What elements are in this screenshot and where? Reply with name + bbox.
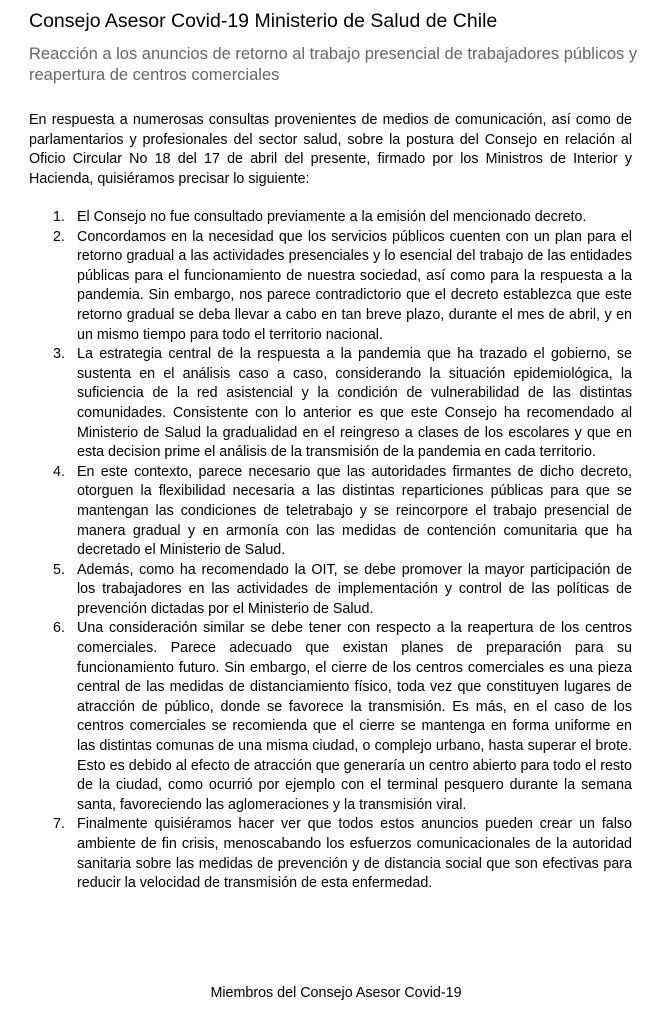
list-item-text: Una consideración similar se debe tener con respecto a la reapertura de los centros comerciales. Parece adecuado que existan planes de preparación para su funcionamiento futuro. Sin embargo, el cierre de los centros comerciales es una pieza central de las medidas de distanciamiento físico, toda vez que constituyen lugares de atracción de público, donde se favorece la transmisión. Es más, en el caso de los centros comerciales se recomienda que el cierre se mantenga en forma uniforme en las distintas comunas de una misma ciudad, o complejo urbano, hasta superar el brote. Esto es debido al efecto de atracción que generaría un centro abierto para todo el resto de la ciudad, como ocurrió por ejemplo con el terminal pesquero durante la semana santa, favoreciendo las aglomeraciones y la transmisión viral.: [77, 620, 632, 813]
numbered-list: [29, 208, 632, 894]
signature: Miembros del Consejo Asesor Covid-19: [210, 985, 462, 1001]
list-item: [29, 815, 632, 893]
list-item-text: En este contexto, parece necesario que las autoridades firmantes de dicho decreto, otorguen la flexibilidad necesaria a las distintas reparticiones públicas para que se mantengan las condiciones de teletrabajo y se reincorpore el trabajo presencial de manera gradual y en armonía con las medidas de contención comunitaria que ha decretado el Ministerio de Salud.: [77, 463, 632, 559]
list-item-text: Además, como ha recomendado la OIT, se debe promover la mayor participación de los trabajadores en las actividades de implementación y control de las políticas de prevención dictadas por el Ministerio de Salud.: [77, 561, 632, 617]
list-item-number: 4.: [53, 463, 65, 480]
intro-paragraph: En respuesta a numerosas consultas provenientes de medios de comunicación, así como de parlamentarios y profesionales del sector salud, sobre la postura del Consejo en relación al Oficio Circular No 18 del 17 de abril del presente, firmado por los Ministros de Interior y Hacienda, quisiéramos precisar lo siguiente:: [29, 112, 632, 187]
document-title: Consejo Asesor Covid-19 Ministerio de Salud de Chile: [29, 10, 498, 32]
list-item: [29, 345, 632, 463]
list-item-number: 5.: [53, 561, 65, 578]
list-item-number: 1.: [53, 209, 65, 225]
list-item: [29, 463, 632, 561]
list-item: [29, 619, 632, 815]
list-item: [29, 561, 632, 620]
list-item-number: 3.: [53, 346, 65, 363]
list-item-text: Finalmente quisiéramos hacer ver que todos estos anuncios pueden crear un falso ambiente de fin crisis, menoscabando los esfuerzos comunicacionales de la autoridad sanitaria sobre las medidas de prevención y de distancia social que son efectivas para reducir la velocidad de transmisión de esta enfermedad.: [77, 816, 632, 892]
document-subtitle: Reacción a los anuncios de retorno al trabajo presencial de trabajadores públicos y reapertura de centros comerciales: [29, 45, 638, 84]
list-item: [29, 228, 632, 346]
list-item-text: El Consejo no fue consultado previamente a la emisión del mencionado decreto.: [77, 209, 587, 225]
list-item-text: Concordamos en la necesidad que los servicios públicos cuenten con un plan para el retorno gradual a las actividades presenciales y lo esencial del trabajo de las entidades públicas para el funcionamiento de nuestra sociedad, así como para la respuesta a la pandemia. Sin embargo, nos parece contradictorio que el decreto establezca que este retorno gradual se deba llevar a cabo en tan breve plazo, durante el mes de abril, y en un mismo tiempo para todo el territorio nacional.: [77, 228, 632, 343]
list-item-number: 6.: [53, 620, 65, 637]
list-item-text: La estrategia central de la respuesta a la pandemia que ha trazado el gobierno, se sustenta en el análisis caso a caso, considerando la situación epidemiológica, la suficiencia de la red asistencial y la condición de vulnerabilidad de las distintas comunidades. Consistente con lo anterior es que este Consejo ha recomendado al Ministerio de Salud la gradualidad en el reingreso a clases de los escolares y que en esta decision prime el análisis de la transmisión de la pandemia en cada territorio.: [77, 346, 632, 461]
list-item-number: 7.: [53, 816, 65, 833]
list-item-number: 2.: [53, 228, 65, 245]
list-item: [29, 208, 632, 228]
